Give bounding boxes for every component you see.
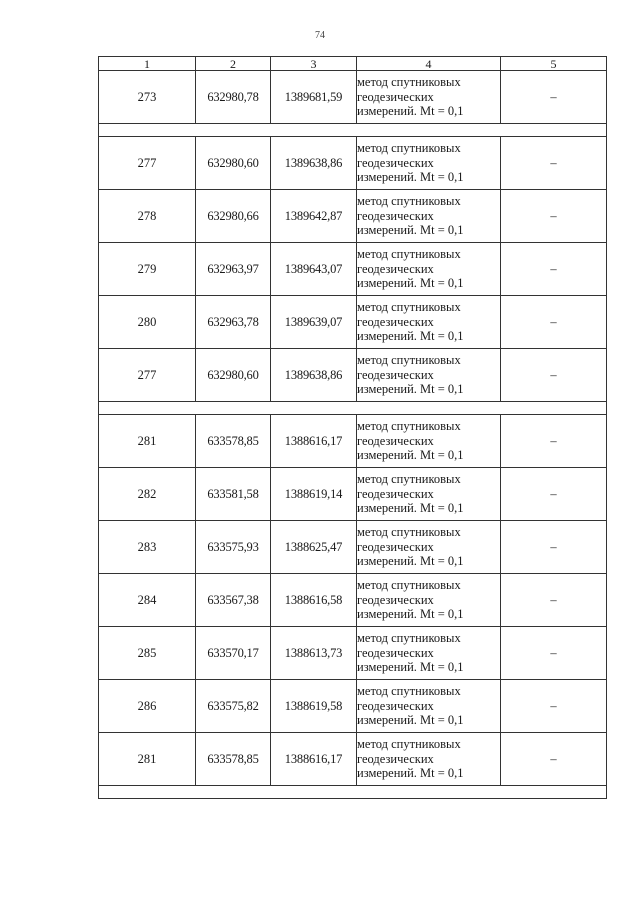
table-row <box>99 190 607 243</box>
point-number-cell: 278 <box>99 190 196 243</box>
separator-cell <box>99 124 607 137</box>
description-cell: – <box>501 733 607 786</box>
method-text-line: измерений. Mt = 0,1 <box>357 766 464 781</box>
table-body <box>99 71 607 799</box>
x-coordinate-cell: 632980,60 <box>196 137 271 190</box>
method-text-line: измерений. Mt = 0,1 <box>357 607 464 622</box>
point-number-cell: 277 <box>99 137 196 190</box>
description-cell: – <box>501 468 607 521</box>
y-coordinate-cell: 1389638,86 <box>271 137 357 190</box>
description-cell: – <box>501 137 607 190</box>
column-header-2: 2 <box>196 57 271 71</box>
method-text-line: метод спутниковых <box>357 737 461 752</box>
method-text-line: геодезических <box>357 751 434 766</box>
method-text-line: метод спутниковых <box>357 419 461 434</box>
table-row <box>99 574 607 627</box>
description-cell: – <box>501 71 607 124</box>
method-cell <box>357 71 501 124</box>
method-text-line: геодезических <box>357 592 434 607</box>
description-cell: – <box>501 574 607 627</box>
method-text-line: геодезических <box>357 367 434 382</box>
y-coordinate-cell: 1388616,17 <box>271 733 357 786</box>
description-cell: – <box>501 296 607 349</box>
point-number-cell: 282 <box>99 468 196 521</box>
method-text-line: метод спутниковых <box>357 194 461 209</box>
table-header-row <box>99 57 607 71</box>
method-text-line: метод спутниковых <box>357 141 461 156</box>
column-header-1: 1 <box>99 57 196 71</box>
method-text-line: измерений. Mt = 0,1 <box>357 713 464 728</box>
table-row <box>99 415 607 468</box>
method-text-line: измерений. Mt = 0,1 <box>357 170 464 185</box>
description-cell: – <box>501 521 607 574</box>
description-cell: – <box>501 627 607 680</box>
x-coordinate-cell: 632980,78 <box>196 71 271 124</box>
point-number-cell: 286 <box>99 680 196 733</box>
x-coordinate-cell: 633575,93 <box>196 521 271 574</box>
column-header-4: 4 <box>357 57 501 71</box>
y-coordinate-cell: 1389643,07 <box>271 243 357 296</box>
separator-row <box>99 402 607 415</box>
description-cell: – <box>501 680 607 733</box>
table-row <box>99 71 607 124</box>
y-coordinate-cell: 1388616,17 <box>271 415 357 468</box>
x-coordinate-cell: 633578,85 <box>196 733 271 786</box>
x-coordinate-cell: 633567,38 <box>196 574 271 627</box>
x-coordinate-cell: 633570,17 <box>196 627 271 680</box>
method-text-line: метод спутниковых <box>357 472 461 487</box>
point-number-cell: 280 <box>99 296 196 349</box>
point-number-cell: 284 <box>99 574 196 627</box>
method-cell <box>357 190 501 243</box>
method-text-line: измерений. Mt = 0,1 <box>357 223 464 238</box>
y-coordinate-cell: 1388613,73 <box>271 627 357 680</box>
method-text-line: геодезических <box>357 433 434 448</box>
point-number-cell: 285 <box>99 627 196 680</box>
column-header-3: 3 <box>271 57 357 71</box>
method-text-line: метод спутниковых <box>357 684 461 699</box>
x-coordinate-cell: 632980,60 <box>196 349 271 402</box>
method-text-line: измерений. Mt = 0,1 <box>357 329 464 344</box>
table-row <box>99 468 607 521</box>
x-coordinate-cell: 632980,66 <box>196 190 271 243</box>
description-cell: – <box>501 243 607 296</box>
method-text-line: геодезических <box>357 539 434 554</box>
y-coordinate-cell: 1388619,58 <box>271 680 357 733</box>
method-cell <box>357 349 501 402</box>
x-coordinate-cell: 632963,78 <box>196 296 271 349</box>
x-coordinate-cell: 633581,58 <box>196 468 271 521</box>
method-text-line: геодезических <box>357 698 434 713</box>
description-cell: – <box>501 190 607 243</box>
table-row <box>99 243 607 296</box>
method-text-line: геодезических <box>357 261 434 276</box>
method-text-line: геодезических <box>357 645 434 660</box>
method-text-line: измерений. Mt = 0,1 <box>357 501 464 516</box>
method-text-line: измерений. Mt = 0,1 <box>357 276 464 291</box>
method-cell <box>357 627 501 680</box>
separator-cell <box>99 402 607 415</box>
y-coordinate-cell: 1389638,86 <box>271 349 357 402</box>
separator-row <box>99 786 607 799</box>
table-row <box>99 733 607 786</box>
method-text-line: измерений. Mt = 0,1 <box>357 554 464 569</box>
method-text-line: измерений. Mt = 0,1 <box>357 382 464 397</box>
method-text-line: метод спутниковых <box>357 300 461 315</box>
description-cell: – <box>501 415 607 468</box>
separator-row <box>99 124 607 137</box>
method-text-line: геодезических <box>357 155 434 170</box>
method-text-line: измерений. Mt = 0,1 <box>357 448 464 463</box>
method-cell <box>357 680 501 733</box>
method-text-line: геодезических <box>357 486 434 501</box>
method-text-line: метод спутниковых <box>357 525 461 540</box>
method-cell <box>357 733 501 786</box>
separator-cell <box>99 786 607 799</box>
method-text-line: метод спутниковых <box>357 631 461 646</box>
method-cell <box>357 521 501 574</box>
method-text-line: метод спутниковых <box>357 247 461 262</box>
point-number-cell: 281 <box>99 415 196 468</box>
method-text-line: геодезических <box>357 314 434 329</box>
y-coordinate-cell: 1389681,59 <box>271 71 357 124</box>
point-number-cell: 277 <box>99 349 196 402</box>
y-coordinate-cell: 1389639,07 <box>271 296 357 349</box>
method-text-line: измерений. Mt = 0,1 <box>357 104 464 119</box>
table-row <box>99 680 607 733</box>
y-coordinate-cell: 1388625,47 <box>271 521 357 574</box>
method-cell <box>357 137 501 190</box>
coordinates-table <box>98 56 607 799</box>
method-text-line: измерений. Mt = 0,1 <box>357 660 464 675</box>
point-number-cell: 281 <box>99 733 196 786</box>
description-cell: – <box>501 349 607 402</box>
y-coordinate-cell: 1388616,58 <box>271 574 357 627</box>
page-number: 74 <box>315 30 325 41</box>
method-cell <box>357 468 501 521</box>
method-cell <box>357 415 501 468</box>
x-coordinate-cell: 633575,82 <box>196 680 271 733</box>
method-text-line: геодезических <box>357 208 434 223</box>
table-row <box>99 349 607 402</box>
method-cell <box>357 243 501 296</box>
method-text-line: метод спутниковых <box>357 578 461 593</box>
y-coordinate-cell: 1389642,87 <box>271 190 357 243</box>
method-text-line: геодезических <box>357 89 434 104</box>
method-cell <box>357 574 501 627</box>
method-cell <box>357 296 501 349</box>
y-coordinate-cell: 1388619,14 <box>271 468 357 521</box>
table-row <box>99 296 607 349</box>
column-header-5: 5 <box>501 57 607 71</box>
point-number-cell: 283 <box>99 521 196 574</box>
x-coordinate-cell: 633578,85 <box>196 415 271 468</box>
table-row <box>99 627 607 680</box>
table-row <box>99 137 607 190</box>
table-row <box>99 521 607 574</box>
method-text-line: метод спутниковых <box>357 75 461 90</box>
point-number-cell: 279 <box>99 243 196 296</box>
method-text-line: метод спутниковых <box>357 353 461 368</box>
x-coordinate-cell: 632963,97 <box>196 243 271 296</box>
point-number-cell: 273 <box>99 71 196 124</box>
